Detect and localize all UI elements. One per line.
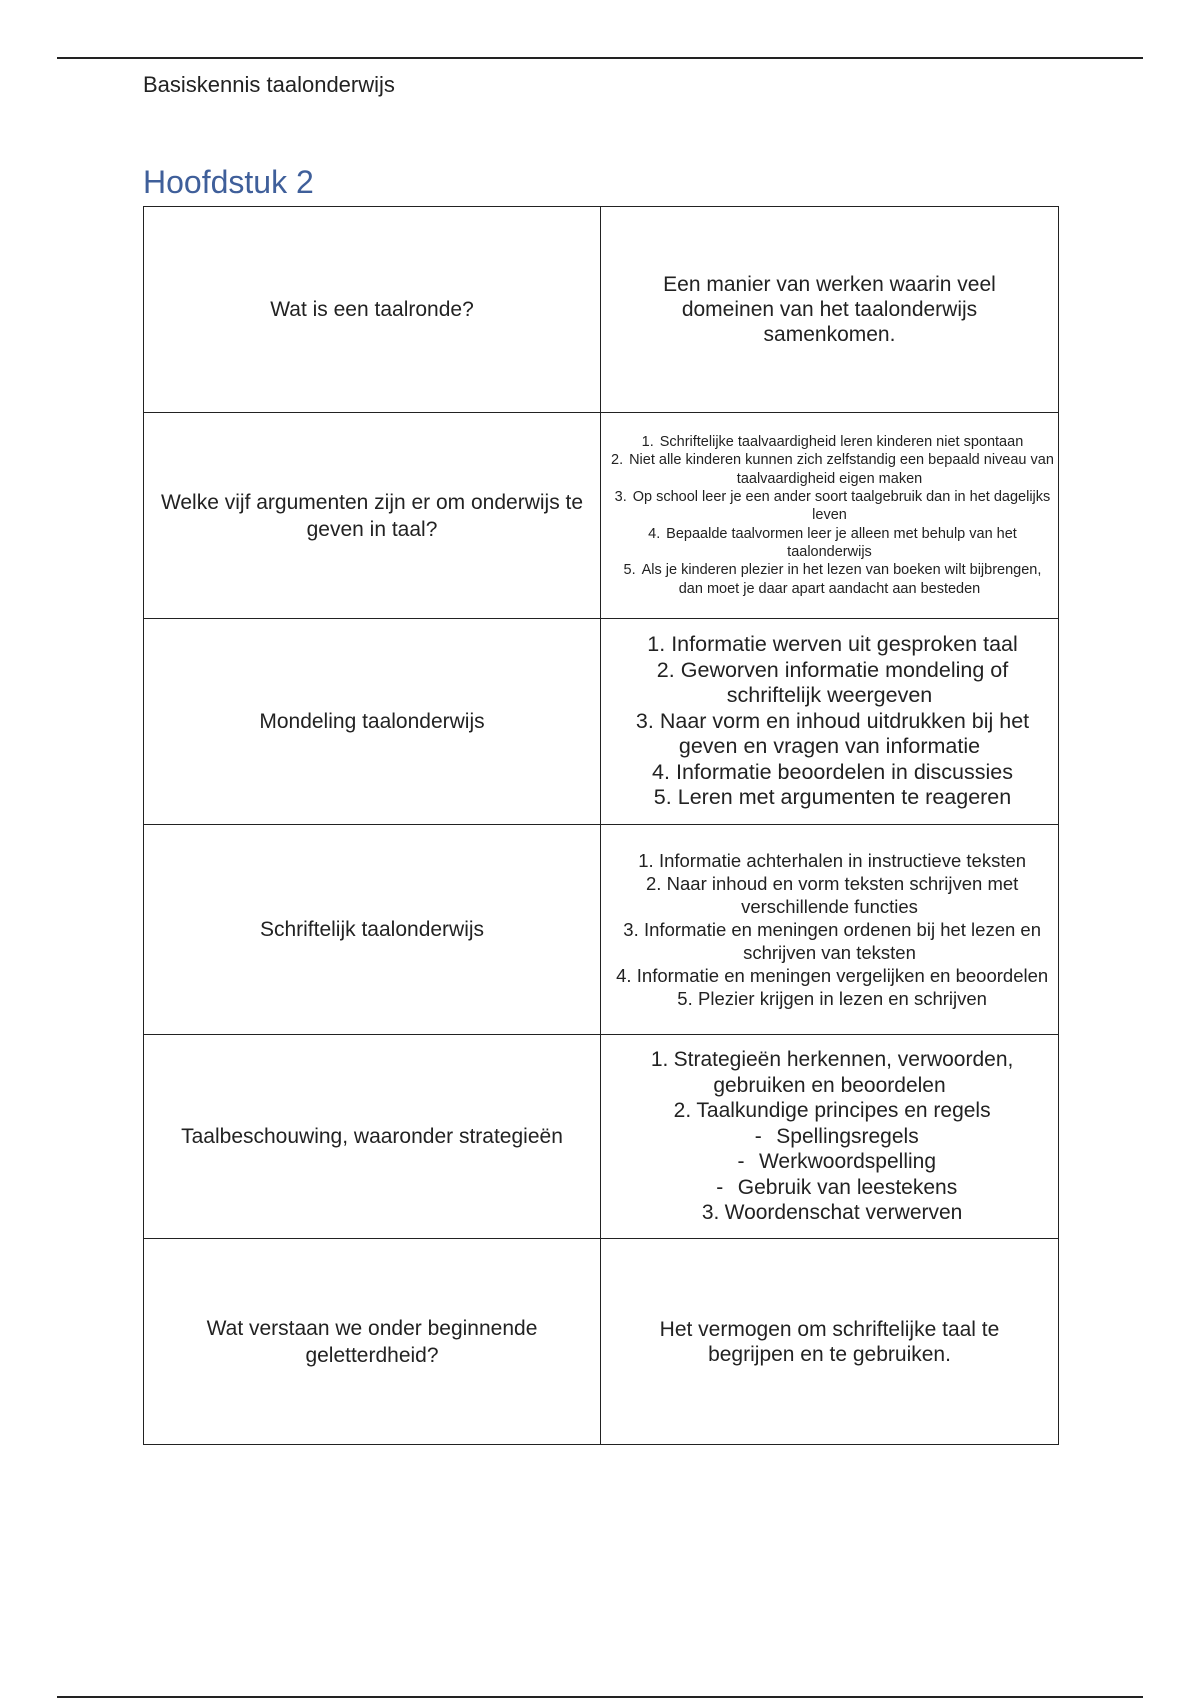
question-text: Taalbeschouwing, waaronder strategieën: [181, 1125, 563, 1148]
question-cell: [144, 619, 601, 825]
sub-list-item: [605, 1149, 1054, 1175]
list-number: 5.: [623, 562, 636, 579]
answer-cell: [601, 1239, 1059, 1445]
list-number: 4.: [648, 525, 661, 542]
answer-cell: [601, 1035, 1059, 1239]
list-item-text: Informatie en meningen vergelijken en beoordelen: [636, 965, 1049, 986]
question-text: Mondeling taalonderwijs: [259, 710, 485, 733]
list-item-text: Niet alle kinderen kunnen zich zelfstandig een bepaald niveau van taalvaardigheid eigen maken: [629, 452, 1054, 487]
list-dash: -: [737, 1150, 745, 1174]
list-item-text: Plezier krijgen in lezen en schrijven: [698, 988, 987, 1009]
sub-list-item: [605, 1175, 1054, 1201]
list-item: [605, 433, 1054, 451]
list-item: [605, 1200, 1054, 1226]
list-item: [605, 987, 1054, 1010]
list-item-text: Informatie beoordelen in discussies: [675, 759, 1014, 784]
answer-cell: [601, 207, 1059, 413]
header-rule: [57, 57, 1143, 59]
answer-cell: [601, 825, 1059, 1035]
list-number: 1.: [647, 632, 666, 657]
question-cell: [144, 413, 601, 619]
list-item: [605, 561, 1054, 598]
list-number: 2.: [673, 1099, 692, 1123]
list-item-text: Informatie achterhalen in instructieve teksten: [658, 850, 1027, 871]
list-item-text: Taalkundige principes en regels: [696, 1099, 991, 1123]
list-item: [605, 849, 1054, 872]
list-item: [605, 632, 1054, 658]
list-item-text: Gebruik van leestekens: [737, 1175, 958, 1199]
list-item-text: Werkwoordspelling: [758, 1150, 937, 1174]
list-number: 2.: [611, 452, 624, 469]
footer-rule: [57, 1696, 1143, 1698]
list-number: 4.: [616, 965, 632, 986]
list-number: 5.: [653, 785, 672, 810]
list-item-text: Naar vorm en inhoud uitdrukken bij het geven en vragen van informatie: [659, 708, 1030, 759]
list-item: [605, 760, 1054, 786]
list-number: 3.: [635, 708, 654, 733]
answer-text: Een manier van werken waarin veel domeinen van het taalonderwijs samenkomen.: [663, 273, 996, 346]
list-item: [605, 1098, 1054, 1124]
question-text: Wat is een taalronde?: [270, 298, 474, 321]
list-number: 1.: [650, 1048, 669, 1072]
question-text: Welke vijf argumenten zijn er om onderwijs te geven in taal?: [160, 490, 584, 541]
list-number: 4.: [652, 759, 670, 784]
list-item: [605, 872, 1054, 918]
document-header-title: Basiskennis taalonderwijs: [143, 72, 395, 97]
list-item: [605, 785, 1054, 811]
table-row: [144, 413, 1059, 619]
list-number: 1.: [641, 434, 654, 451]
list-item: [605, 658, 1054, 709]
list-number: 3.: [701, 1201, 720, 1225]
question-cell: [144, 1035, 601, 1239]
table-row: [144, 1035, 1059, 1239]
list-item: [605, 488, 1054, 525]
answer-text: Het vermogen om schriftelijke taal te begrijpen en te gebruiken.: [659, 1317, 1000, 1366]
list-item-text: Op school leer je een ander soort taalgebruik dan in het dagelijks leven: [632, 489, 1051, 524]
sub-list-item: [605, 1124, 1054, 1150]
list-item-text: Geworven informatie mondeling of schriftelijk weergeven: [680, 657, 1009, 708]
answer-cell: [601, 619, 1059, 825]
list-item-text: Als je kinderen plezier in het lezen van boeken wilt bijbrengen, dan moet je daar apart aandacht aan besteden: [641, 562, 1042, 597]
list-item: [605, 964, 1054, 987]
list-item-text: Schriftelijke taalvaardigheid leren kinderen niet spontaan: [659, 434, 1024, 451]
chapter-heading: Hoofdstuk 2: [143, 164, 314, 200]
list-item-text: Woordenschat verwerven: [724, 1201, 963, 1225]
table-row: [144, 207, 1059, 413]
list-item: [605, 1047, 1054, 1098]
question-cell: [144, 1239, 601, 1445]
list-item: [605, 709, 1054, 760]
list-item: [605, 918, 1054, 964]
list-item-text: Leren met argumenten te reageren: [677, 785, 1012, 810]
table-row: [144, 1239, 1059, 1445]
list-number: 3.: [623, 919, 639, 940]
question-text: Wat verstaan we onder beginnende geletterdheid?: [206, 1316, 538, 1367]
list-number: 5.: [677, 988, 693, 1009]
answer-cell: [601, 413, 1059, 619]
list-item-text: Strategieën herkennen, verwoorden, gebruiken en beoordelen: [673, 1048, 1014, 1097]
list-item-text: Spellingsregels: [776, 1124, 919, 1148]
list-item-text: Informatie en meningen ordenen bij het lezen en schrijven van teksten: [644, 919, 1041, 963]
list-number: 3.: [614, 489, 627, 506]
list-item-text: Informatie werven uit gesproken taal: [671, 632, 1018, 657]
qa-table: [143, 206, 1059, 1445]
list-item-text: Bepaalde taalvormen leer je alleen met behulp van het taalonderwijs: [666, 525, 1017, 560]
list-dash: -: [754, 1124, 762, 1148]
list-number: 1.: [638, 850, 654, 871]
question-cell: [144, 825, 601, 1035]
list-item-text: Naar inhoud en vorm teksten schrijven met verschillende functies: [666, 873, 1019, 917]
table-row: [144, 619, 1059, 825]
list-number: 2.: [645, 873, 662, 894]
list-number: 2.: [656, 657, 675, 682]
question-cell: [144, 207, 601, 413]
question-text: Schriftelijk taalonderwijs: [259, 918, 485, 941]
list-item: [605, 451, 1054, 488]
list-dash: -: [716, 1175, 724, 1199]
table-row: [144, 825, 1059, 1035]
list-item: [605, 525, 1054, 562]
